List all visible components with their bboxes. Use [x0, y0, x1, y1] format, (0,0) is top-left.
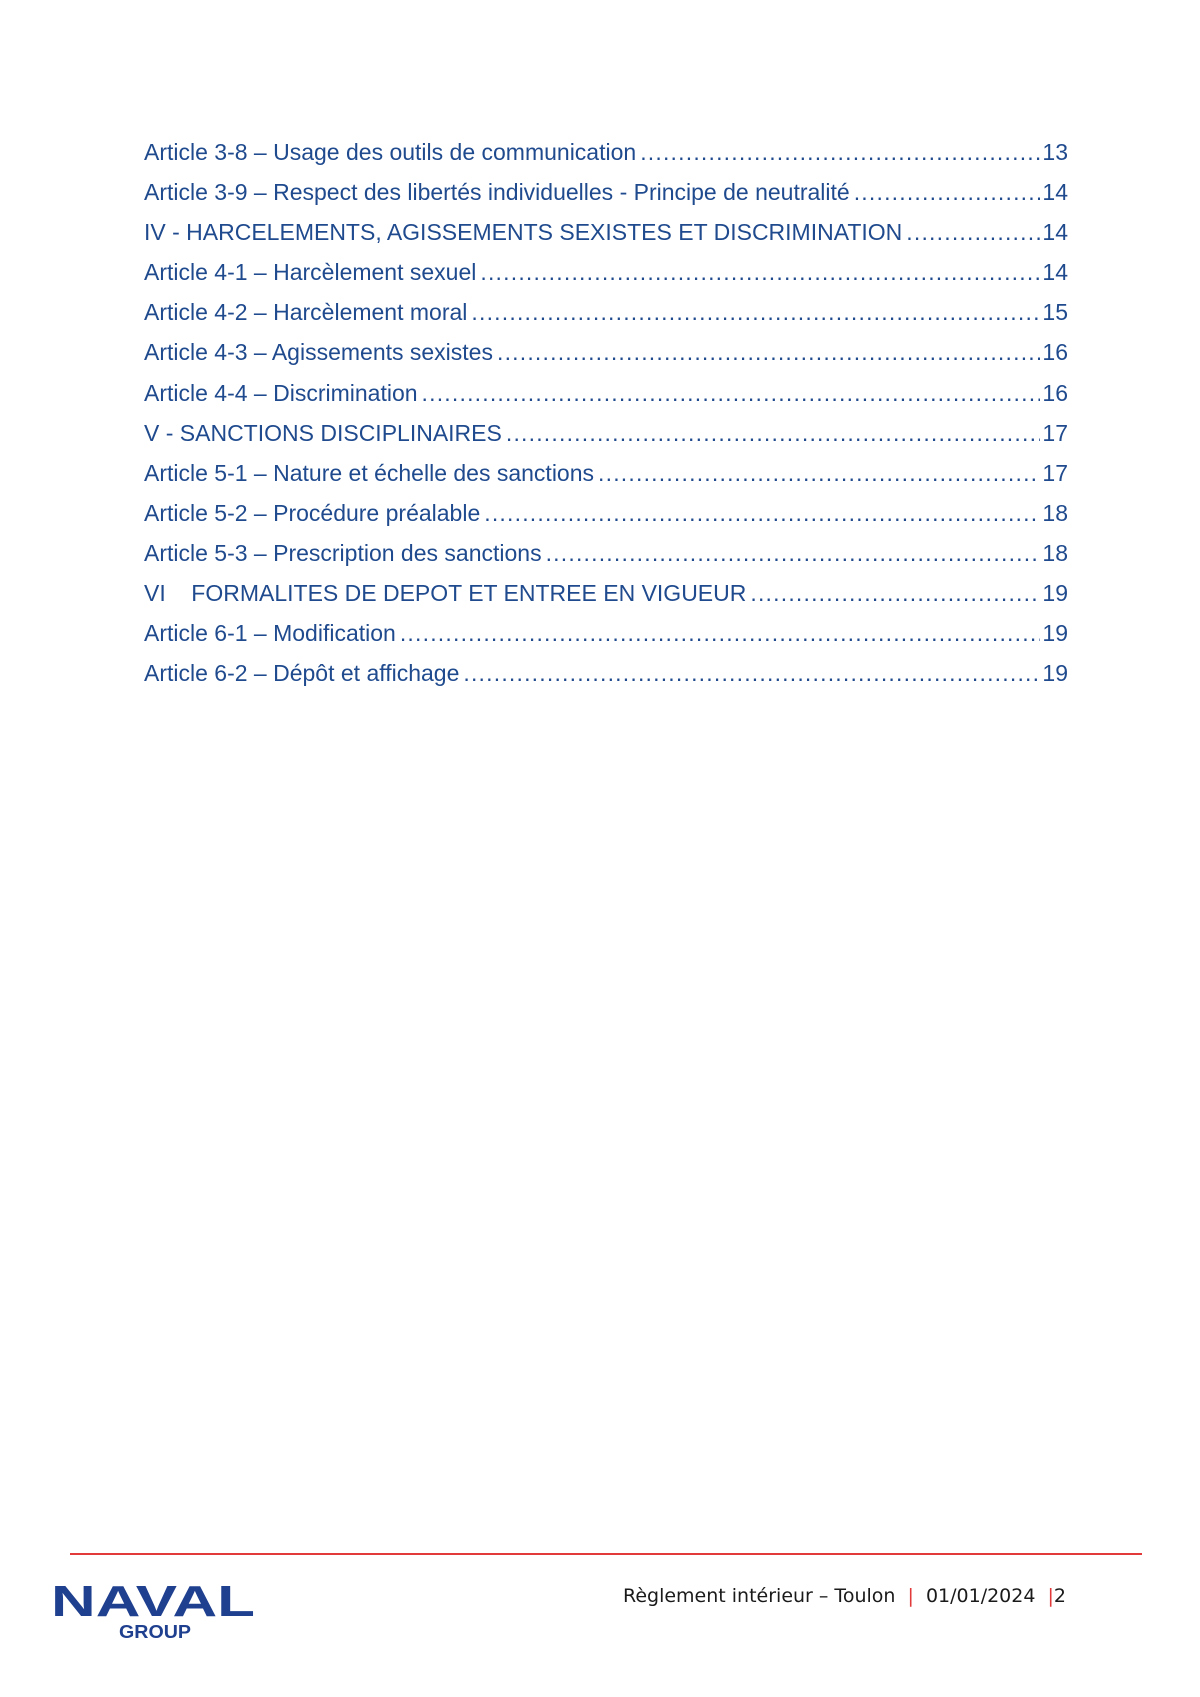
- toc-entry[interactable]: [144, 380, 1068, 420]
- toc-entry-title: Article 4-2 – Harcèlement moral: [144, 299, 468, 326]
- toc-dot-leader: [506, 420, 1041, 447]
- toc-dot-leader: [497, 339, 1040, 366]
- toc-entry-page-number: 17: [1042, 419, 1068, 446]
- page-footer: [623, 1585, 1066, 1607]
- toc-entry-page-number: 19: [1042, 620, 1068, 647]
- toc-entry-page-number: 15: [1042, 299, 1068, 326]
- toc-entry[interactable]: [144, 339, 1068, 379]
- toc-entry[interactable]: [144, 660, 1068, 700]
- toc-entry-title: Article 3-9 – Respect des libertés individuelles - Principe de neutralité: [144, 179, 850, 206]
- logo-naval-text: NAVAL: [51, 1578, 255, 1626]
- toc-entry-title: Article 4-3 – Agissements sexistes: [144, 339, 493, 366]
- toc-dot-leader: [480, 259, 1040, 286]
- toc-entry[interactable]: [144, 540, 1068, 580]
- toc-dot-leader: [400, 620, 1041, 647]
- toc-dot-leader: [640, 139, 1040, 166]
- toc-entry-title: Article 4-4 – Discrimination: [144, 379, 418, 406]
- toc-entry-page-number: 18: [1042, 539, 1068, 566]
- toc-entry-title: Article 5-3 – Prescription des sanctions: [144, 539, 542, 566]
- toc-dot-leader: [463, 660, 1040, 687]
- toc-entry-page-number: 17: [1042, 459, 1068, 486]
- toc-dot-leader: [598, 460, 1040, 487]
- footer-separator: |: [907, 1585, 914, 1607]
- table-of-contents: [144, 139, 1068, 700]
- toc-dot-leader: [750, 580, 1040, 607]
- toc-dot-leader: [422, 380, 1041, 407]
- toc-entry-page-number: 14: [1042, 179, 1068, 206]
- toc-entry[interactable]: [144, 580, 1068, 620]
- toc-entry-page-number: 14: [1042, 259, 1068, 286]
- toc-dot-leader: [854, 179, 1041, 206]
- toc-entry[interactable]: [144, 219, 1068, 259]
- footer-date: 01/01/2024: [925, 1585, 1036, 1607]
- toc-entry-page-number: 16: [1042, 339, 1068, 366]
- toc-entry-page-number: 13: [1042, 139, 1068, 165]
- toc-entry[interactable]: [144, 179, 1068, 219]
- footer-page-number: 2: [1053, 1585, 1066, 1607]
- toc-entry[interactable]: [144, 460, 1068, 500]
- toc-dot-leader: [471, 299, 1040, 326]
- toc-entry-title: Article 6-2 – Dépôt et affichage: [144, 660, 460, 687]
- toc-entry-title: V - SANCTIONS DISCIPLINAIRES: [144, 419, 502, 446]
- toc-dot-leader: [546, 540, 1041, 567]
- logo-group-text: GROUP: [119, 1622, 191, 1640]
- footer-divider: [70, 1553, 1142, 1555]
- toc-entry[interactable]: [144, 620, 1068, 660]
- toc-entry-page-number: 14: [1042, 219, 1068, 246]
- toc-dot-leader: [906, 219, 1040, 246]
- toc-entry-title: Article 5-1 – Nature et échelle des sanctions: [144, 459, 595, 486]
- toc-entry-title: VI FORMALITES DE DEPOT ET ENTREE EN VIGUEUR: [144, 580, 747, 607]
- toc-entry-page-number: 19: [1042, 580, 1068, 607]
- toc-entry-title: Article 5-2 – Procédure préalable: [144, 499, 481, 526]
- toc-entry[interactable]: [144, 420, 1068, 460]
- toc-entry[interactable]: [144, 299, 1068, 339]
- footer-separator: |: [1047, 1585, 1054, 1607]
- toc-entry[interactable]: [144, 139, 1068, 179]
- toc-entry-title: Article 3-8 – Usage des outils de communication: [144, 139, 637, 165]
- toc-entry-title: IV - HARCELEMENTS, AGISSEMENTS SEXISTES ET DISCRIMINATION: [144, 219, 903, 246]
- toc-entry[interactable]: [144, 259, 1068, 299]
- toc-entry-title: Article 6-1 – Modification: [144, 620, 396, 647]
- toc-entry-title: Article 4-1 – Harcèlement sexuel: [144, 259, 477, 286]
- toc-entry[interactable]: [144, 500, 1068, 540]
- toc-entry-page-number: 19: [1042, 660, 1068, 687]
- footer-document-title: Règlement intérieur – Toulon: [622, 1585, 896, 1607]
- naval-group-logo: [50, 1578, 256, 1640]
- toc-entry-page-number: 16: [1042, 379, 1068, 406]
- toc-entry-page-number: 18: [1042, 499, 1068, 526]
- toc-dot-leader: [484, 500, 1040, 527]
